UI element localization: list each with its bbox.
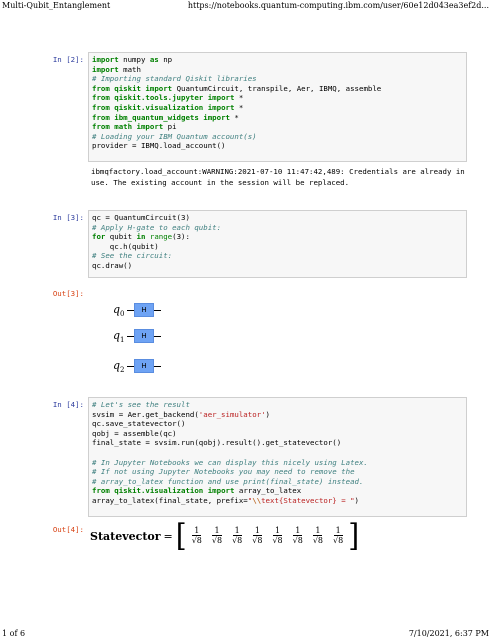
- cell-4-code-editor[interactable]: [88, 397, 467, 517]
- code-token: # If not using Jupyter Notebooks you may need to remove the: [92, 467, 355, 477]
- code-token: import: [207, 93, 235, 103]
- qubit-1-index: 1: [120, 336, 125, 345]
- statevector-entry: [212, 526, 222, 546]
- entry-denominator: √8: [252, 536, 263, 545]
- statevector-entry: [232, 526, 242, 546]
- code-token: \\: [252, 495, 262, 505]
- code-token: qiskit.tools.jupyter: [114, 93, 204, 103]
- code-token: from: [92, 486, 110, 496]
- equals-sign: =: [163, 529, 173, 543]
- code-token: *: [229, 112, 239, 122]
- cell-2-code-editor[interactable]: [88, 52, 467, 162]
- code-line: [92, 113, 463, 123]
- code-line: [92, 232, 463, 242]
- code-line: [92, 429, 463, 439]
- code-token: import: [203, 112, 230, 122]
- qubit-2-symbol: q: [113, 359, 121, 372]
- entry-denominator: √8: [191, 536, 202, 545]
- code-token: math: [118, 64, 141, 74]
- entry-denominator: √8: [333, 536, 344, 545]
- statevector-entry: [272, 526, 282, 546]
- code-token: import: [92, 64, 119, 74]
- code-line: [92, 448, 463, 458]
- code-token: numpy: [118, 55, 150, 64]
- code-token: in: [136, 232, 146, 242]
- entry-numerator: 1: [315, 526, 321, 535]
- code-line: [92, 84, 463, 94]
- code-token: qiskit.visualization: [114, 486, 204, 496]
- code-token: from: [92, 122, 110, 132]
- code-token: import: [136, 122, 164, 132]
- statevector-latex-output: [90, 519, 390, 553]
- code-line: [92, 410, 463, 420]
- code-token: qiskit: [114, 83, 141, 93]
- code-line: [92, 122, 463, 132]
- qubit-0-label: [113, 303, 125, 318]
- code-token: ": [247, 495, 253, 505]
- code-line: [92, 477, 463, 487]
- code-token: import: [145, 83, 173, 93]
- code-token: np: [158, 55, 173, 64]
- h-gate-q1: H: [134, 329, 154, 343]
- code-token: from: [92, 83, 110, 93]
- cell-4-output-prompt: Out[4]:: [52, 525, 84, 534]
- qubit-0-symbol: q: [113, 303, 121, 316]
- code-token: final_state = svsim.run(qobj).result().get_statevector(): [92, 438, 342, 448]
- code-token: qc.save_statevector(): [92, 419, 186, 429]
- cell-2-stdout: ibmqfactory.load_account:WARNING:2021-07-10 11:47:42,489: Credentials are already in use. The existing account in the session will be replaced.: [91, 167, 470, 187]
- code-token: # array_to_latex function and use print(final_state) instead.: [92, 476, 364, 486]
- code-token: math: [114, 122, 133, 132]
- code-token: # In Jupyter Notebooks we can display this nicely using Latex.: [92, 457, 368, 467]
- code-token: from: [92, 93, 110, 103]
- qubit-2-index: 2: [120, 366, 125, 375]
- code-line: [92, 419, 463, 429]
- code-token: (3):: [172, 232, 190, 242]
- code-line: [92, 103, 463, 113]
- entry-denominator: √8: [272, 536, 283, 545]
- cell-3-output-prompt: Out[3]:: [52, 289, 84, 298]
- code-line: [92, 467, 463, 477]
- code-line: [92, 458, 463, 468]
- print-page-title: Multi-Qubit_Entanglement: [2, 1, 111, 10]
- statevector-entry: [313, 526, 323, 546]
- code-token: for: [92, 232, 106, 242]
- code-line: [92, 486, 463, 496]
- statevector-entry: [192, 526, 202, 546]
- entry-numerator: 1: [214, 526, 220, 535]
- h-gate-q2: H: [134, 359, 154, 373]
- code-token: range: [149, 232, 173, 242]
- code-token: from: [92, 112, 110, 122]
- code-token: ): [265, 409, 270, 419]
- code-token: *: [234, 93, 244, 103]
- code-line: [92, 213, 463, 223]
- code-token: qiskit.visualization: [114, 102, 204, 112]
- cell-3-code-editor[interactable]: [88, 210, 467, 278]
- code-token: as: [149, 55, 159, 64]
- code-token: qc = QuantumCircuit(3): [92, 213, 190, 222]
- code-token: 'aer_simulator': [198, 409, 266, 419]
- code-line: [92, 55, 463, 65]
- code-token: Statevector: [283, 495, 333, 505]
- code-line: [92, 438, 463, 448]
- print-page-number: 1 of 6: [2, 629, 26, 638]
- code-line: [92, 93, 463, 103]
- print-url: https://notebooks.quantum-computing.ibm.com/user/60e12d043ea3ef2d...: [187, 1, 489, 10]
- code-token: QuantumCircuit, transpile, Aer, IBMQ, assemble: [172, 83, 382, 93]
- code-line: [92, 141, 463, 151]
- code-token: pi: [163, 122, 177, 132]
- code-token: ibm_quantum_widgets: [114, 112, 199, 122]
- code-line: [92, 65, 463, 75]
- code-token: } = ": [332, 495, 355, 505]
- code-token: qc.draw(): [92, 260, 133, 270]
- cell-3-input-prompt: In [3]:: [52, 213, 84, 222]
- code-token: import: [207, 102, 235, 112]
- qubit-1-label: [113, 329, 125, 344]
- entry-denominator: √8: [292, 536, 303, 545]
- code-token: qc.h(qubit): [92, 241, 159, 251]
- right-bracket: ]: [348, 517, 360, 554]
- entry-numerator: 1: [254, 526, 260, 535]
- code-line: [92, 496, 463, 506]
- code-token: from: [92, 102, 110, 112]
- entry-denominator: √8: [211, 536, 223, 545]
- code-token: *: [234, 102, 244, 112]
- statevector-entries: [187, 526, 349, 546]
- code-token: qobj = assemble(qc): [92, 428, 177, 438]
- code-token: import: [207, 486, 235, 496]
- qubit-0-index: 0: [120, 310, 125, 319]
- cell-2-input-prompt: In [2]:: [52, 55, 84, 64]
- code-token: import: [92, 55, 119, 64]
- cell-4-input-prompt: In [4]:: [52, 400, 84, 409]
- print-timestamp: 7/10/2021, 6:37 PM: [408, 629, 489, 638]
- code-token: # Importing standard Qiskit libraries: [92, 74, 257, 84]
- entry-numerator: 1: [335, 526, 341, 535]
- code-token: text{: [261, 495, 284, 505]
- code-line: [92, 261, 463, 271]
- entry-numerator: 1: [275, 526, 281, 535]
- entry-numerator: 1: [295, 526, 301, 535]
- code-token: # See the circuit:: [92, 251, 173, 261]
- code-token: provider = IBMQ.load_account(): [92, 141, 226, 151]
- statevector-label: Statevector: [90, 529, 161, 543]
- code-line: [92, 242, 463, 252]
- h-gate-q0: H: [134, 303, 154, 317]
- code-token: svsim = Aer.get_backend(: [92, 409, 199, 419]
- left-bracket: [: [175, 517, 187, 554]
- code-token: # Loading your IBM Quantum account(s): [92, 131, 257, 141]
- code-line: [92, 400, 463, 410]
- entry-denominator: √8: [312, 536, 324, 545]
- entry-numerator: 1: [194, 526, 200, 535]
- code-token: ): [354, 495, 359, 505]
- code-token: array_to_latex: [234, 486, 302, 496]
- code-line: [92, 74, 463, 84]
- code-token: qubit: [105, 232, 137, 242]
- code-token: array_to_latex(final_state, prefix=: [92, 495, 248, 505]
- statevector-entry: [293, 526, 303, 546]
- code-token: # Apply H-gate to each qubit:: [92, 222, 222, 232]
- qubit-1-symbol: q: [113, 329, 121, 342]
- entry-numerator: 1: [234, 526, 240, 535]
- code-line: [92, 223, 463, 233]
- code-line: [92, 251, 463, 261]
- code-token: # Let's see the result: [92, 400, 190, 409]
- code-line: [92, 132, 463, 142]
- statevector-entry: [252, 526, 262, 546]
- entry-denominator: √8: [232, 536, 243, 545]
- statevector-entry: [333, 526, 343, 546]
- qubit-2-label: [113, 359, 125, 374]
